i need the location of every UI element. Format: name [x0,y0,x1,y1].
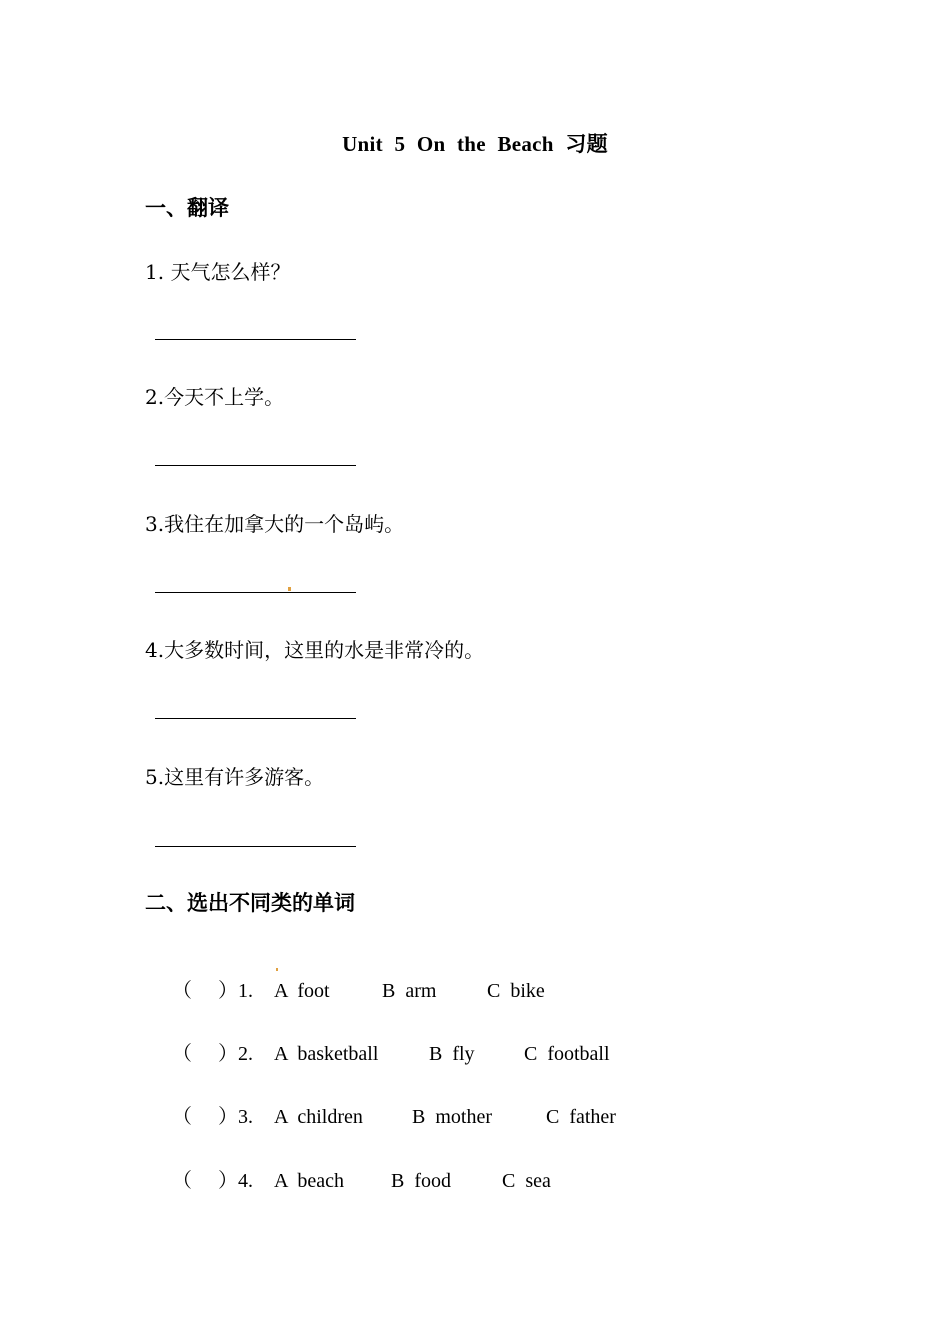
answer-blank-open[interactable]: （ [172,980,192,1002]
item-number: 1. [238,980,253,1002]
answer-blank-close: ） [218,980,238,1002]
scan-mark [276,968,278,971]
option-c: C bike [487,980,545,1002]
item-number: 3. [238,1106,253,1128]
item-number: 2. [238,1043,253,1065]
section-translate-heading: 一、翻译 [145,196,229,220]
option-b: B mother [412,1106,492,1128]
option-b: B fly [429,1043,475,1065]
question-5: 5.这里有许多游客。 [145,765,325,789]
answer-blank-open[interactable]: （ [172,1170,192,1192]
answer-line-1[interactable] [155,339,356,340]
page-title: Unit 5 On the Beach 习题 [342,132,608,156]
answer-line-3[interactable] [155,592,356,593]
option-a: A basketball [274,1043,379,1065]
option-c: C father [546,1106,616,1128]
question-4: 4.大多数时间，这里的水是非常冷的。 [145,638,485,662]
scan-mark [288,587,291,591]
option-b: B food [391,1170,451,1192]
option-c: C football [524,1043,610,1065]
answer-blank-close: ） [218,1043,238,1065]
question-3: 3.我住在加拿大的一个岛屿。 [145,512,405,536]
section-odd-one-out-heading: 二、选出不同类的单词 [145,891,355,915]
option-a: A beach [274,1170,344,1192]
option-b: B arm [382,980,437,1002]
answer-blank-close: ） [218,1170,238,1192]
answer-blank-open[interactable]: （ [172,1106,192,1128]
option-c: C sea [502,1170,551,1192]
answer-blank-close: ） [218,1106,238,1128]
question-1: 1. 天气怎么样？ [145,260,291,284]
option-a: A foot [274,980,330,1002]
answer-line-5[interactable] [155,846,356,847]
item-number: 4. [238,1170,253,1192]
question-2: 2.今天不上学。 [145,385,285,409]
answer-blank-open[interactable]: （ [172,1043,192,1065]
option-a: A children [274,1106,363,1128]
answer-line-4[interactable] [155,718,356,719]
choice-row-4 [152,1141,551,1216]
answer-line-2[interactable] [155,465,356,466]
